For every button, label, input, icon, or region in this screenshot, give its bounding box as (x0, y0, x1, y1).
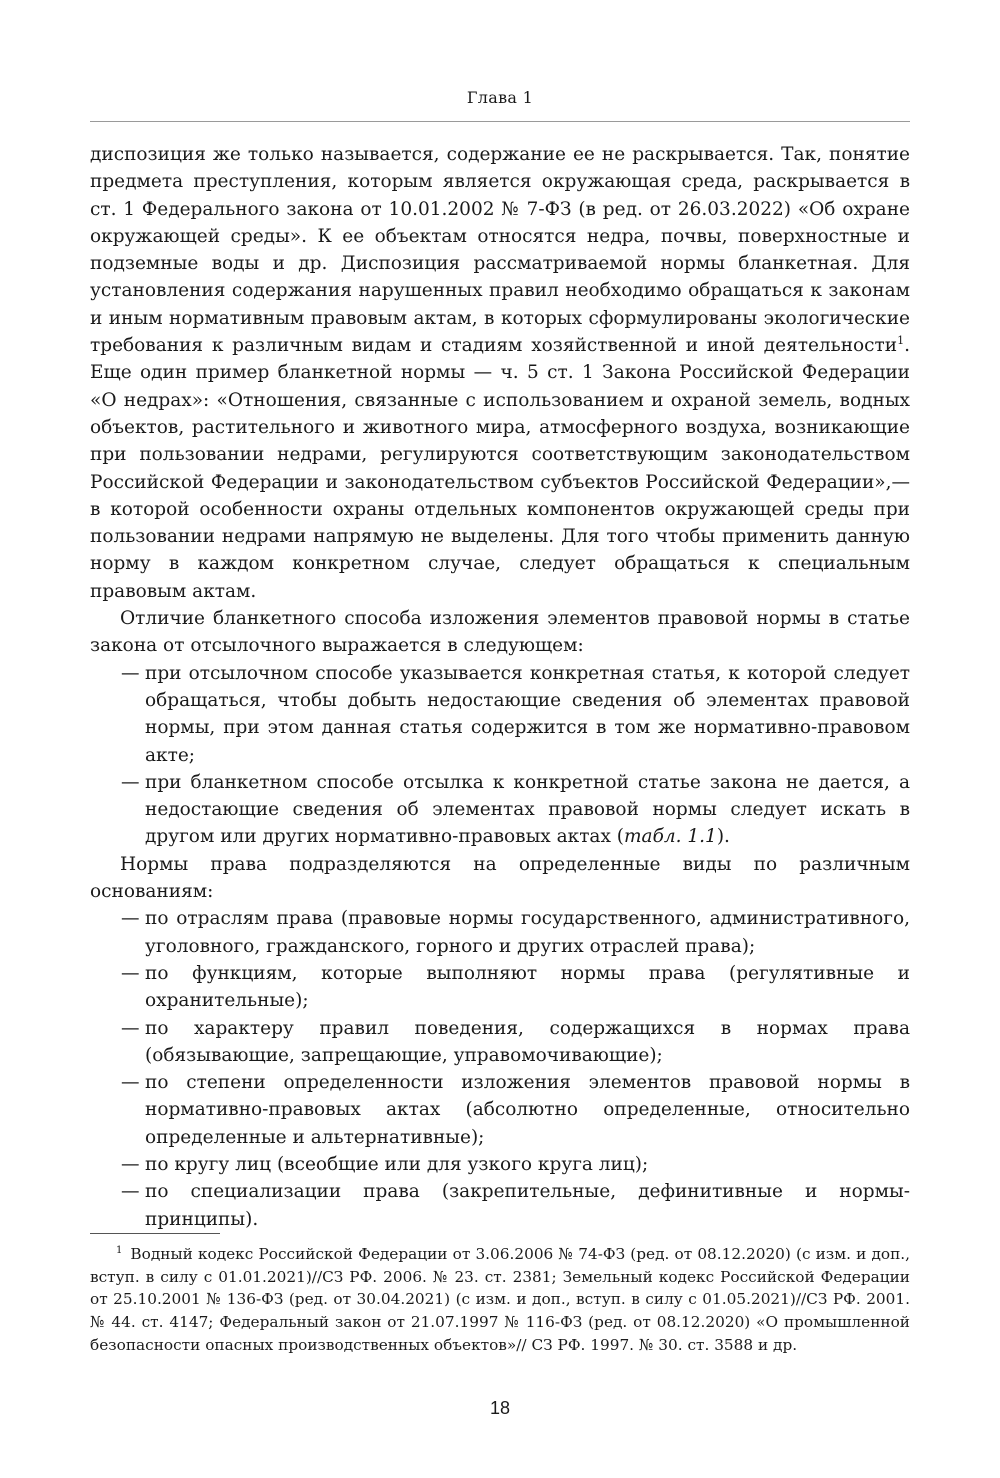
list-item-text: при отсылочном способе указывается конкретная статья, к которой следует обращаться, чтобы добыть недостающие сведения об элементах правовой нормы, при этом данная статья содержится в том же нормативно-правовом акте; (145, 662, 910, 766)
list-item-text: по степени определенности изложения элементов правовой нормы в нормативно-правовых актах (абсолютно определенные, относительно определенные и альтернативные); (145, 1072, 910, 1148)
list-item (121, 1015, 910, 1070)
list-item-text: по кругу лиц (всеобщие или для узкого круга лиц); (145, 1153, 649, 1175)
list-item (121, 1151, 910, 1178)
running-header-title: Глава 1 (466, 88, 534, 107)
paragraph-3: Нормы права подразделяются на определенные виды по различным основаниям: (90, 853, 910, 903)
list-dash: — (121, 908, 140, 930)
list-item-text: по специализации права (закрепительные, дефинитивные и нормы-принципы). (145, 1181, 910, 1230)
footnote-divider (90, 1233, 220, 1234)
list-dash: — (121, 1072, 140, 1094)
header-divider (90, 121, 910, 122)
list-item (121, 1069, 910, 1151)
list-dash: — (121, 1153, 140, 1175)
norm-types-list (90, 905, 910, 1233)
list-item (121, 769, 910, 851)
list-dash: — (121, 962, 140, 984)
footnote-text: Водный кодекс Российской Федерации от 3.06.2006 № 74-ФЗ (ред. от 08.12.2020) (с изм. и доп., вступ. в силу с 01.01.2021)//СЗ РФ. 2006. № 23. ст. 2381; Земельный кодекс Российской Федерации от 25.10.2001 № 136-ФЗ (ред. от 30.04.2021) (с изм. и доп., вступ. в силу с 01.05.2021)//СЗ РФ. 2001. № 44. ст. 4147; Федеральный закон от 21.07.1997 № 116-ФЗ (ред. от 08.12.2020) «О промышленной безопасности опасных производственных объектов»// СЗ РФ. 1997. № 30. ст. 3588 и др. (90, 1245, 910, 1354)
footnote-reference[interactable]: 1 (897, 333, 905, 347)
paragraph-1 (90, 141, 910, 605)
list-item (121, 660, 910, 769)
footnote (90, 1243, 910, 1357)
list-item-text: по отраслям права (правовые нормы государственного, административного, уголовного, гражданского, горного и других отраслей права); (145, 908, 910, 957)
paragraph-1-text-cont: . Еще один пример бланкетной нормы — ч. 5 ст. 1 Закона Российской Федерации «О недрах»: «Отношения, связанные с использованием и охраной земель, водных объектов, растительного и животного мира, атмосферного воздуха, возникающие при пользовании недрами, регулируются соответствующим законодательством Российской Федерации и законодательством субъектов Российской Федерации»,— в которой особенности охраны отдельных компонентов окружающей среды при пользовании недрами напрямую не выделены. Для того чтобы применить данную норму в каждом конкретном случае, следует обращаться к специальным правовым актам. (90, 335, 910, 602)
list-item (121, 1178, 910, 1233)
list-item-text-end: ). (716, 826, 730, 848)
list-item (121, 905, 910, 960)
table-reference[interactable]: табл. 1.1 (624, 826, 717, 848)
list-item-text: по функциям, которые выполняют нормы права (регулятивные и охранительные); (145, 962, 910, 1012)
list-dash: — (121, 771, 140, 793)
main-text (90, 141, 910, 1233)
reference-method-list (90, 660, 910, 851)
list-item-text: по характеру правил поведения, содержащихся в нормах права (обязывающие, запрещающие, управомочивающие); (145, 1017, 910, 1066)
list-dash: — (121, 1181, 140, 1203)
paragraph-1-text: диспозиция же только называется, содержание ее не раскрывается. Так, понятие предмета преступления, которым является окружающая среда, раскрывается в ст. 1 Федерального закона от 10.01.2002 № 7-ФЗ (в ред. от 26.03.2022) «Об охране окружающей среды». К ее объектам относятся недра, почвы, поверхностные и подземные воды и др. Диспозиция рассматриваемой нормы бланкетная. Для установления содержания нарушенных правил необходимо обращаться к законам и иным нормативным правовым актам, в которых сформулированы экологические требования к различным видам и стадиям хозяйственной и иной деятельности (90, 144, 910, 357)
paragraph-2: Отличие бланкетного способа изложения элементов правовой нормы в статье закона от отсылочного выражается в следующем: (90, 608, 910, 657)
list-item (121, 960, 910, 1015)
list-item-text: при бланкетном способе отсылка к конкретной статье закона не дается, а недостающие сведения об элементах правовой нормы следует искать в другом или других нормативно-правовых актах ( (145, 771, 910, 848)
list-dash: — (121, 662, 140, 684)
page-number: 18 (489, 1398, 511, 1418)
footnote-mark: 1 (116, 1244, 123, 1256)
list-dash: — (121, 1017, 140, 1039)
